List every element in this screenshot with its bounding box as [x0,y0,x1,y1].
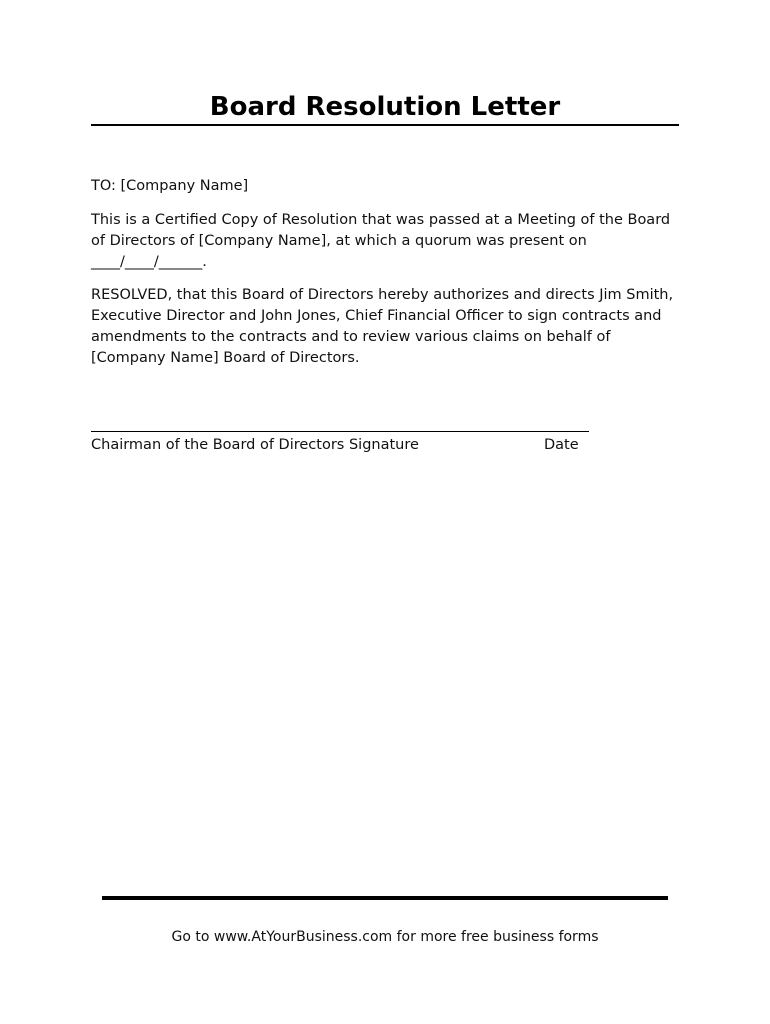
document-title: Board Resolution Letter [209,92,561,122]
title-underline [91,124,679,126]
footer-divider [102,896,668,900]
signature-label: Chairman of the Board of Directors Signature [91,437,419,453]
recipient-line: TO: [Company Name] [91,178,249,194]
date-label: Date [544,437,579,453]
signature-line [91,431,589,432]
certification-paragraph: This is a Certified Copy of Resolution that was passed at a Meeting of the Board of Directors of [Company Name], at which a quorum was present on ____/____/______. [91,212,671,270]
footer-note: Go to www.AtYourBusiness.com for more free business forms [171,929,599,945]
resolution-paragraph: RESOLVED, that this Board of Directors hereby authorizes and directs Jim Smith, Executive Director and John Jones, Chief Financial Officer to sign contracts and amendments to the contracts and to review various claims on behalf of [Company Name] Board of Directors. [91,287,674,366]
